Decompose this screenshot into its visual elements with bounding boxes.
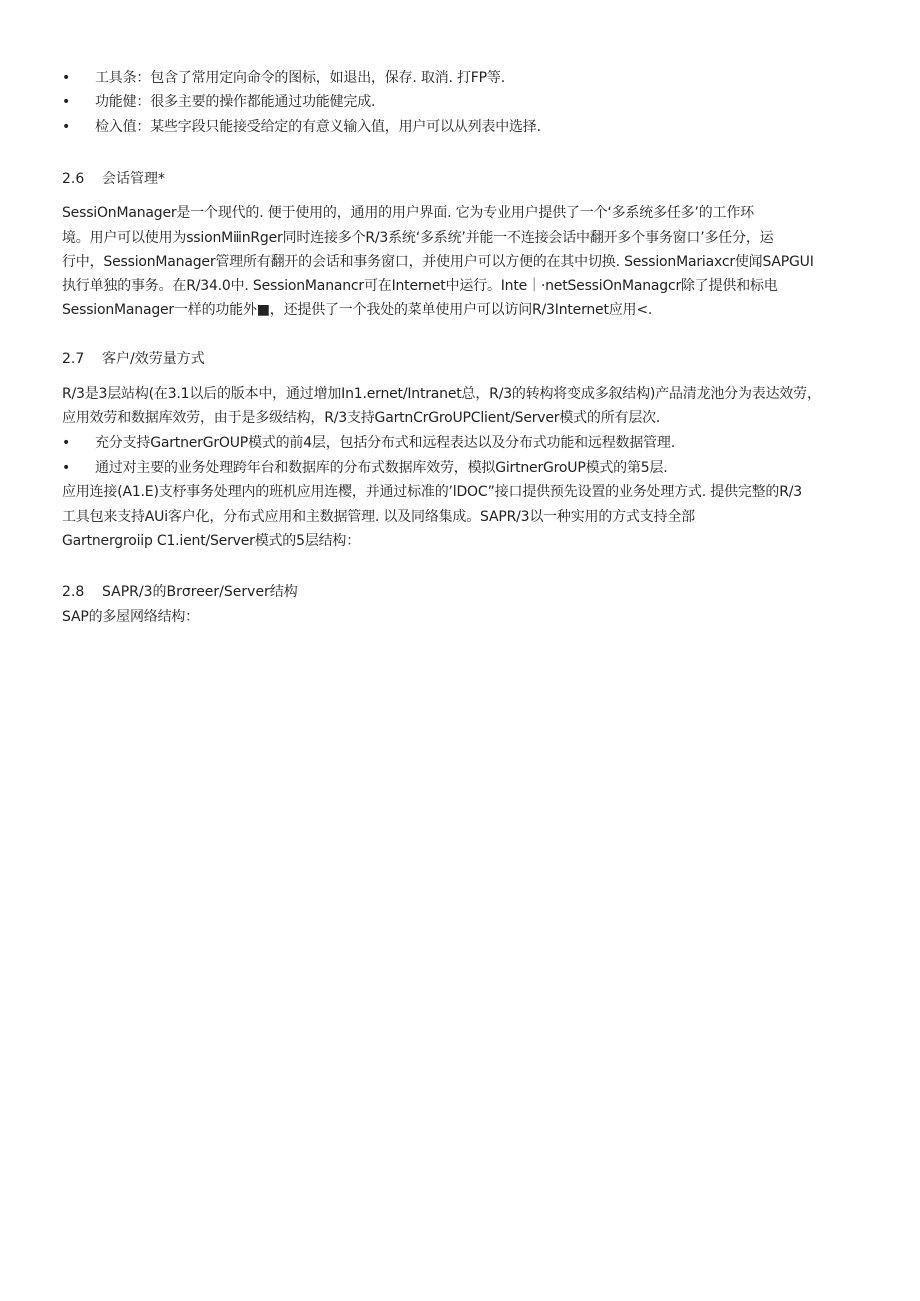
paragraph-line: 工具包来支持AUi客户化，分布式应用和主数据管理. 以及同络集成。SAPR/3以一种实用的方式支持全部: [62, 509, 695, 525]
bullet-text-gartner-5th-layer: 通过对主要的业务处理跨年台和数据库的分布式数据库效劳，模拟GⅰrtnerGroUP模式的第5层.: [95, 460, 668, 476]
paragraph-line: 行中，SessionManager管理所有翻开的会话和事务窗口，并使用户可以方便的在其中切换. SessionMariaxcr使闻SAPGUI: [62, 254, 814, 270]
section-number: 2.8: [62, 584, 85, 600]
section-title: 客户/效劳量方式: [102, 351, 205, 367]
section-heading-2-8: [62, 582, 298, 602]
bullet-marker: •: [62, 94, 71, 110]
paragraph-line: SAP的多屋网络结构：: [62, 609, 199, 625]
section-title: 会话管理*: [102, 171, 165, 187]
paragraph-line: SessionManager一样的功能外■，还提供了一个我处的菜单使用户可以访问R/3Internet应用<.: [62, 302, 653, 318]
bullet-text-gartner-4-layers: 充分支持GartnerGrOUP模式的前4层，包括分布式和远程表达以及分布式功能和远程数据管理.: [95, 435, 675, 451]
paragraph-line: 境。用户可以使用为ssionMⅲnRger同时连接多个R/3系统‘多系统’并能一不连接会话中翻开多个事务窗口’多任分，运: [62, 230, 774, 246]
section-number: 2.7: [62, 351, 85, 367]
bullet-marker: •: [62, 460, 71, 476]
section-title: SAPR/3的Brσreer/Server结构: [102, 584, 298, 600]
section-heading-2-6: [62, 169, 165, 189]
bullet-marker: •: [62, 435, 71, 451]
bullet-text-function-keys: 功能健：很多主要的操作都能通过功能健完成.: [95, 94, 376, 110]
paragraph-line: SessiOnManager是一个现代的. 便于使用的，通用的用户界面. 它为专业用户提供了一个‘多系统多任多’的工作环: [62, 205, 754, 221]
bullet-text-toolbar: 工具条：包含了常用定向命令的图标，如退出，保存. 取消. 打FP等.: [95, 70, 505, 86]
bullet-text-check-values: 检入值：某些字段只能接受给定的有意义输入值，用户可以从列表中选择.: [95, 119, 541, 135]
bullet-marker: •: [62, 70, 71, 86]
section-number: 2.6: [62, 171, 85, 187]
section-heading-2-7: [62, 349, 205, 369]
paragraph-line: 执行单独的事务。在R/34.0中. SessionManancr可在Internet中运行。Inte｜·netSessiOnManagcr除了提供和标电: [62, 278, 778, 294]
paragraph-line: Gartnergroiip C1.ient/Server模式的5层结构：: [62, 533, 361, 549]
bullet-marker: •: [62, 119, 71, 135]
paragraph-line: 应用效劳和数据库效劳，由于是多级结构，R/3支持GartnCrGroUPClient/Server模式的所有层次.: [62, 410, 661, 426]
paragraph-line: 应用连接(A1.E)支杼事务处理内的班机应用连樱，并通过标准的’lDOC”接口提供预先设置的业务处理方式. 提供完整的R/3: [62, 484, 802, 500]
paragraph-line: R/3是3层站构(在3.1以后的版本中，通过增加In1.ernet/Intranet总，R/3的转构将变成多叙结构)产品清龙池分为表达效劳，: [62, 386, 821, 402]
